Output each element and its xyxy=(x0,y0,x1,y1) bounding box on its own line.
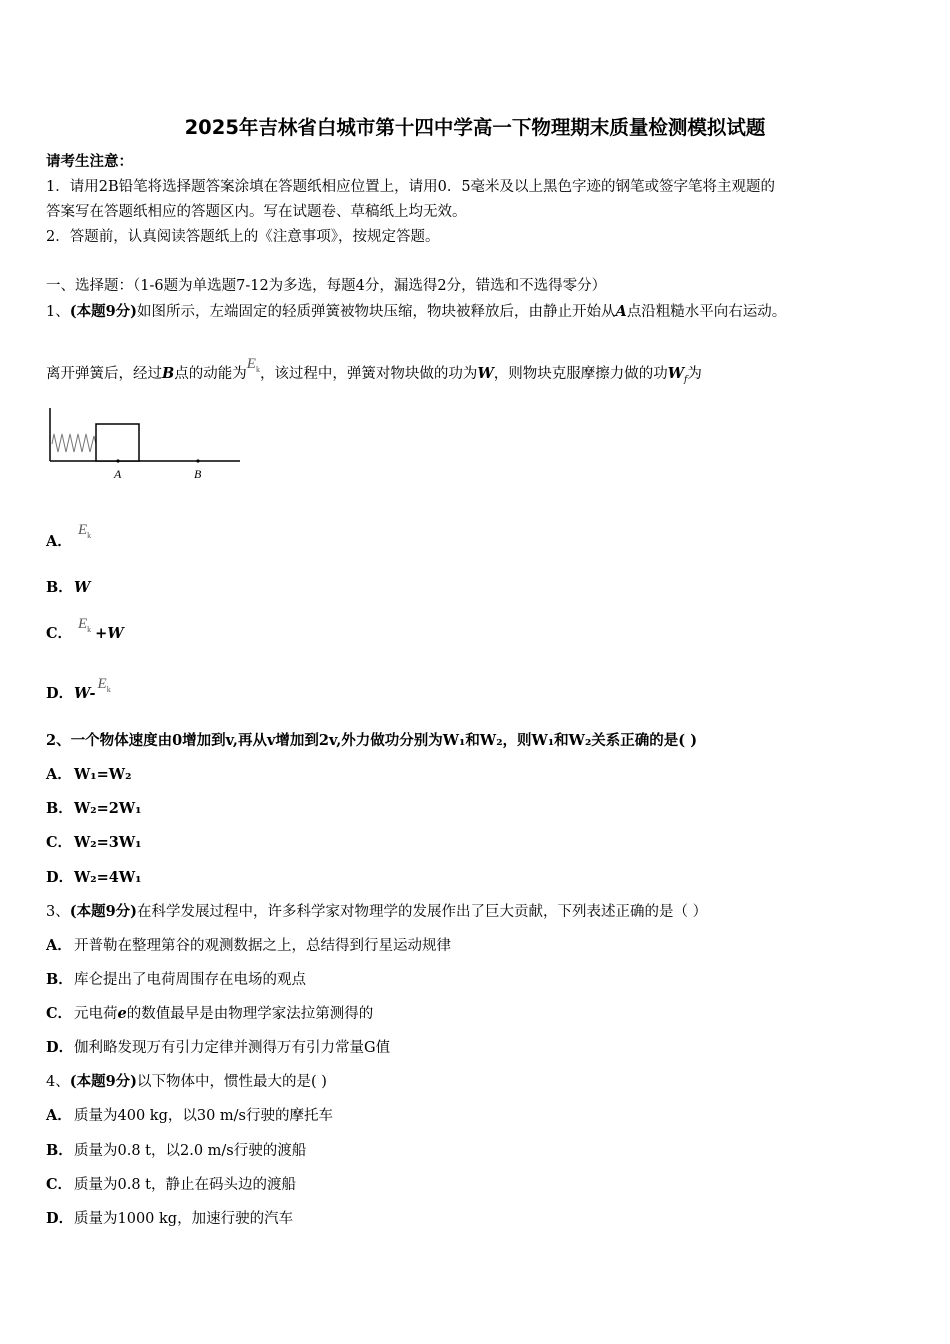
q1-text-b: 点沿粗糙水平向右运动。 xyxy=(626,304,787,320)
page-title: 2025年吉林省白城市第十四中学高一下物理期末质量检测模拟试题 xyxy=(184,116,766,139)
spring-block-figure xyxy=(46,406,246,486)
q2-option-a: A． W₁=W₂ xyxy=(46,766,132,783)
notice-line-1: 1．请用2B铅笔将选择题答案涂填在答题纸相应位置上，请用0．5毫米及以上黑色字迹的钢笔或签字笔将主观题的 xyxy=(46,179,776,195)
q1-stem-line-2 xyxy=(46,356,702,390)
q1-option-d: D．$W-E_k$ xyxy=(46,676,111,702)
q3-option-a: A． 开普勒在整理第谷的观测数据之上，总结得到行星运动规律 xyxy=(46,937,451,954)
kinetic-energy-symbol: $E_k$ xyxy=(246,356,260,374)
q1-text-e: ，该过程中，弹簧对物块做的功为 xyxy=(259,366,478,382)
notice-line-2: 答案写在答题纸相应的答题区内。写在试题卷、草稿纸上均无效。 xyxy=(46,204,467,220)
point-b-marker xyxy=(196,459,199,462)
point-b-label: B xyxy=(194,467,202,481)
q3-option-b: B．库仑提出了电荷周围存在电场的观点 xyxy=(46,971,306,988)
kinetic-energy-symbol: $E_k$ xyxy=(78,522,92,540)
q2-stem: 2、一个物体速度由0增加到v,再从v增加到2v,外力做功分别为W₁和W₂，则W₁和W₂关系正确的是( ) xyxy=(46,732,698,749)
q1-option-a: A．$E_k$ xyxy=(46,522,92,550)
q2-option-d: D．W₂=4W₁ xyxy=(46,869,142,886)
q1-var-b: B xyxy=(162,365,175,382)
q4-option-c: C． 质量为0.8 t，静止在码头边的渡船 xyxy=(46,1176,296,1193)
q4-stem: 4、(本题9分)以下物体中，惯性最大的是( ) xyxy=(46,1073,327,1090)
q3-score: (本题9分) xyxy=(69,903,138,920)
q1-text-g: 为 xyxy=(687,366,702,382)
q4-score: (本题9分) xyxy=(69,1073,138,1090)
q1-var-w: W xyxy=(477,365,494,382)
kinetic-energy-symbol: $E_k$ xyxy=(97,676,111,694)
q4-option-d: D．质量为1000 kg，加速行驶的汽车 xyxy=(46,1210,294,1227)
kinetic-energy-symbol: $E_k$ xyxy=(78,616,92,634)
point-a-marker xyxy=(116,459,119,462)
q1-option-c: C．$E_k +W$ xyxy=(46,616,124,642)
q4-option-a: A． 质量为400 kg，以30 m/s行驶的摩托车 xyxy=(46,1107,333,1124)
q1-text-f: ，则物块克服摩擦力做的功 xyxy=(493,366,668,382)
q1-text-c: 离开弹簧后，经过 xyxy=(46,366,162,382)
q3-stem: 3、(本题9分)在科学发展过程中，许多科学家对物理学的发展作出了巨大贡献，下列表述正确的是（ ） xyxy=(46,903,708,920)
q3-option-c: C． 元电荷e的数值最早是由物理学家法拉第测得的 xyxy=(46,1005,374,1022)
q1-prefix: 1、 xyxy=(46,304,70,320)
q3-option-d: D．伽利略发现万有引力定律并测得万有引力常量G值 xyxy=(46,1039,391,1056)
section-heading: 一、选择题：（1-6题为单选题7-12为多选，每题4分，漏选得2分，错选和不选得零分） xyxy=(46,278,607,294)
spring xyxy=(52,434,96,452)
block xyxy=(96,424,139,461)
q1-var-wf-sub: f xyxy=(684,374,688,385)
q2-option-c: C． W₂=3W₁ xyxy=(46,834,142,851)
q1-var-a: A xyxy=(615,303,627,320)
q1-score: (本题9分) xyxy=(69,303,138,320)
q1-text-d: 点的动能为 xyxy=(174,366,247,382)
q1-text-a: 如图所示，左端固定的轻质弹簧被物块压缩，物块被释放后，由静止开始从 xyxy=(137,304,616,320)
q1-var-wf: W xyxy=(667,365,685,382)
notice-heading: 请考生注意： xyxy=(46,153,133,170)
q4-option-b: B．质量为0.8 t，以2.0 m/s行驶的渡船 xyxy=(46,1142,307,1159)
q2-option-b: B．W₂=2W₁ xyxy=(46,800,142,817)
point-a-label: A xyxy=(114,467,122,481)
q1-option-b: B．W xyxy=(46,579,91,596)
notice-line-3: 2．答题前，认真阅读答题纸上的《注意事项》，按规定答题。 xyxy=(46,229,440,245)
q1-stem-line-1 xyxy=(46,302,786,322)
